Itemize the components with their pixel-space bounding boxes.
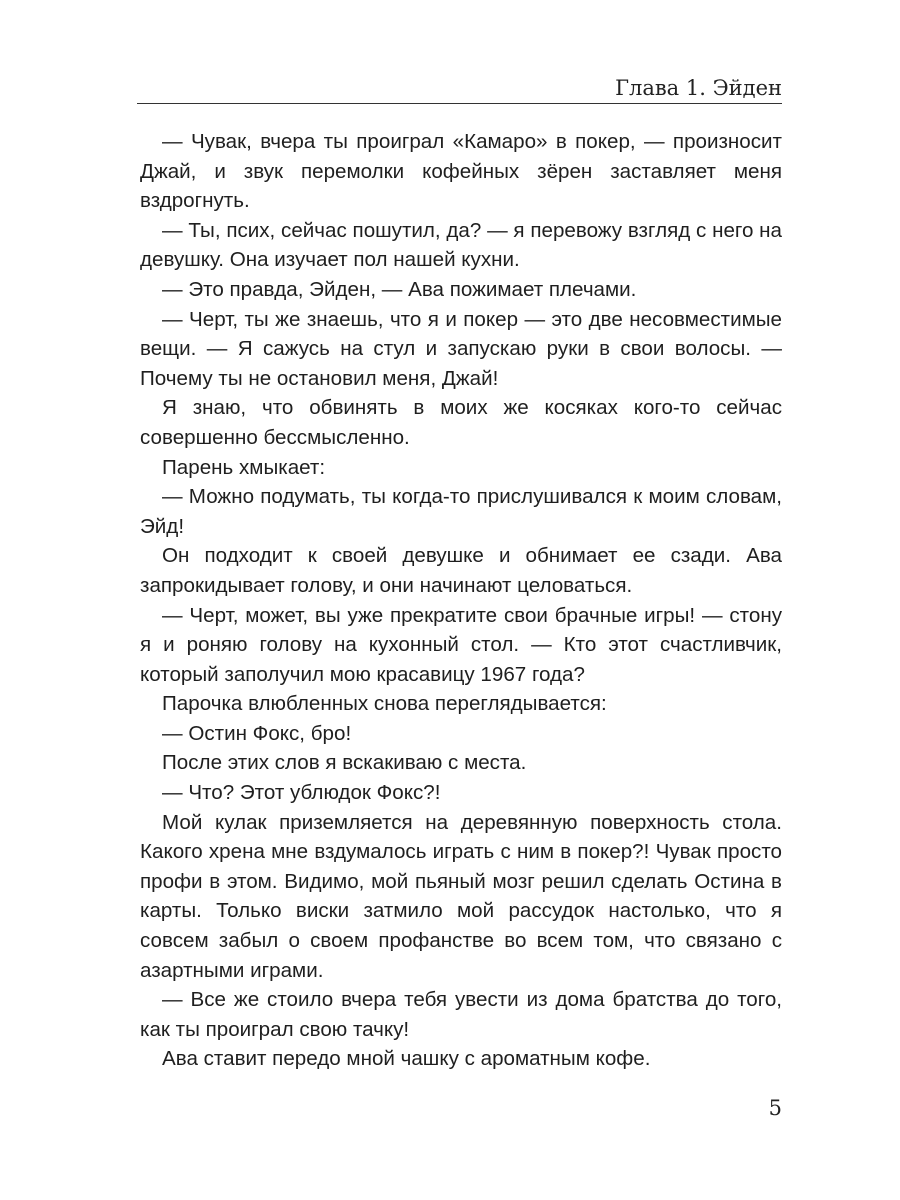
paragraph: Ава ставит передо мной чашку с ароматным кофе. <box>162 1047 651 1071</box>
header-rule <box>137 103 782 104</box>
paragraph: После этих слов я вскакиваю с места. <box>162 751 527 775</box>
paragraph: — Все же стоило вчера тебя увести из дома братства до того, как ты проиграл свою тачку! <box>140 988 782 1041</box>
paragraph: — Черт, может, вы уже прекратите свои брачные игры! — стону я и роняю голову на кухонный стол. — Кто этот счастливчик, который заполучил мою красавицу 1967 года? <box>140 603 782 686</box>
running-head-chapter-title: Глава 1. Эйден <box>615 76 782 100</box>
paragraph: Мой кулак приземляется на деревянную поверхность стола. Какого хрена мне вздумалось играть с ним в покер?! Чувак просто профи в этом. Видимо, мой пьяный мозг решил сделать Остина в карты. Только виски затмило мой рассудок настолько, что я совсем забыл о своем профанстве во всем том, что связано с азартными играми. <box>140 810 782 982</box>
paragraph: — Что? Этот ублюдок Фокс?! <box>162 781 441 805</box>
paragraph: Парочка влюбленных снова переглядывается: <box>162 692 607 716</box>
paragraph: — Можно подумать, ты когда-то прислушивался к моим словам, Эйд! <box>140 485 782 538</box>
paragraph: Я знаю, что обвинять в моих же косяках кого-то сейчас совершенно бессмысленно. <box>140 396 782 449</box>
paragraph: — Ты, псих, сейчас пошутил, да? — я перевожу взгляд с него на девушку. Она изучает пол нашей кухни. <box>140 218 782 272</box>
paragraph: — Черт, ты же знаешь, что я и покер — это две несовместимые вещи. — Я сажусь на стул и запускаю руки в свои волосы. — Почему ты не остановил меня, Джай! <box>140 307 782 390</box>
paragraph: Парень хмыкает: <box>162 455 326 479</box>
paragraph: — Это правда, Эйден, — Ава пожимает плечами. <box>162 277 637 301</box>
paragraph: — Остин Фокс, бро! <box>162 721 352 745</box>
body-text <box>140 127 782 1074</box>
page-number: 5 <box>768 1096 782 1120</box>
paragraph: — Чувак, вчера ты проиграл «Камаро» в покер, — произносит Джай, и звук перемолки кофейных зёрен заставляет меня вздрогнуть. <box>140 130 782 213</box>
paragraph: Он подходит к своей девушке и обнимает ее сзади. Ава запрокидывает голову, и они начинают целоваться. <box>140 544 782 597</box>
